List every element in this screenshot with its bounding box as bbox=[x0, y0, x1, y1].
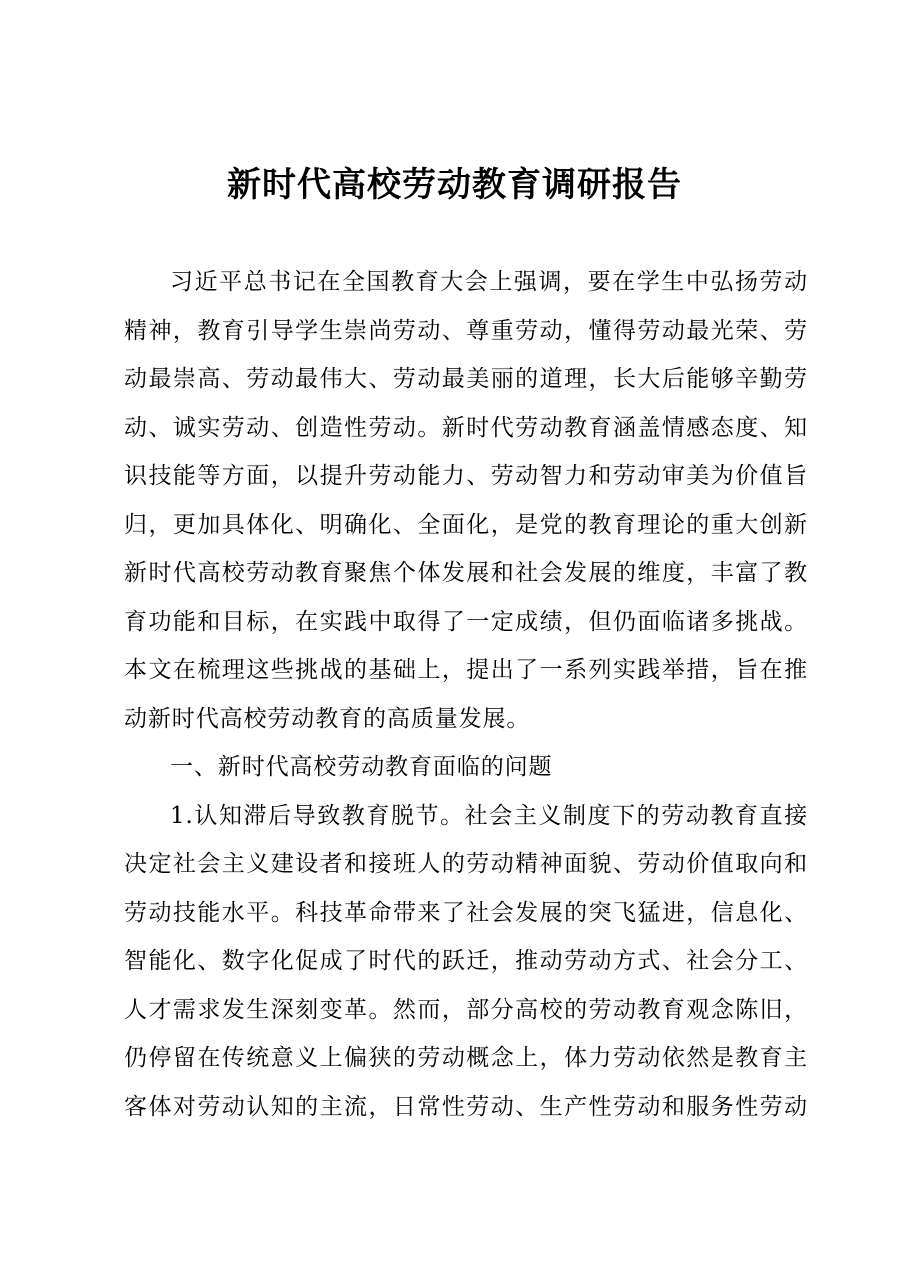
text-line: 归，更加具体化、明确化、全面化，是党的教育理论的重大创新 bbox=[124, 511, 808, 538]
text-line: 智能化、数字化促成了时代的跃迁，推动劳动方式、社会分工、 bbox=[124, 948, 808, 974]
text-line: 动、诚实劳动、创造性劳动。新时代劳动教育涵盖情感态度、知 bbox=[124, 414, 808, 441]
text-line: 动新时代高校劳动教育的高质量发展。 bbox=[124, 705, 531, 732]
text-line: 决定社会主义建设者和接班人的劳动精神面貌、劳动价值取向和 bbox=[124, 851, 808, 877]
document-title: 新时代高校劳动教育调研报告 bbox=[227, 165, 682, 205]
text-line: 仍停留在传统意义上偏狭的劳动概念上，体力劳动依然是教育主 bbox=[124, 1045, 808, 1071]
text-line: 客体对劳动认知的主流，日常性劳动、生产性劳动和服务性劳动 bbox=[124, 1093, 808, 1120]
document-body bbox=[124, 258, 808, 1131]
text-line: 动最崇高、劳动最伟大、劳动最美丽的道理，长大后能够辛勤劳 bbox=[124, 366, 808, 392]
text-line: 精神，教育引导学生崇尚劳动、尊重劳动，懂得劳动最光荣、劳 bbox=[124, 317, 808, 344]
text-line: 人才需求发生深刻变革。然而，部分高校的劳动教育观念陈旧， bbox=[124, 996, 808, 1023]
text-line: 习近平总书记在全国教育大会上强调，要在学生中弘扬劳动 bbox=[170, 269, 808, 295]
text-line: 劳动技能水平。科技革命带来了社会发展的突飞猛进，信息化、 bbox=[124, 899, 808, 926]
text-line: 识技能等方面，以提升劳动能力、劳动智力和劳动审美为价值旨 bbox=[124, 463, 808, 489]
section-heading: 一、新时代高校劳动教育面临的问题 bbox=[170, 754, 553, 780]
text-line: 育功能和目标，在实践中取得了一定成绩，但仍面临诸多挑战。 bbox=[124, 608, 808, 635]
text-line: 1.认知滞后导致教育脱节。社会主义制度下的劳动教育直接 bbox=[170, 802, 808, 829]
item-1-paragraph bbox=[124, 792, 808, 1132]
text-line: 新时代高校劳动教育聚焦个体发展和社会发展的维度，丰富了教 bbox=[124, 560, 808, 586]
intro-paragraph bbox=[124, 258, 808, 743]
text-line: 本文在梳理这些挑战的基础上，提出了一系列实践举措，旨在推 bbox=[124, 657, 808, 683]
